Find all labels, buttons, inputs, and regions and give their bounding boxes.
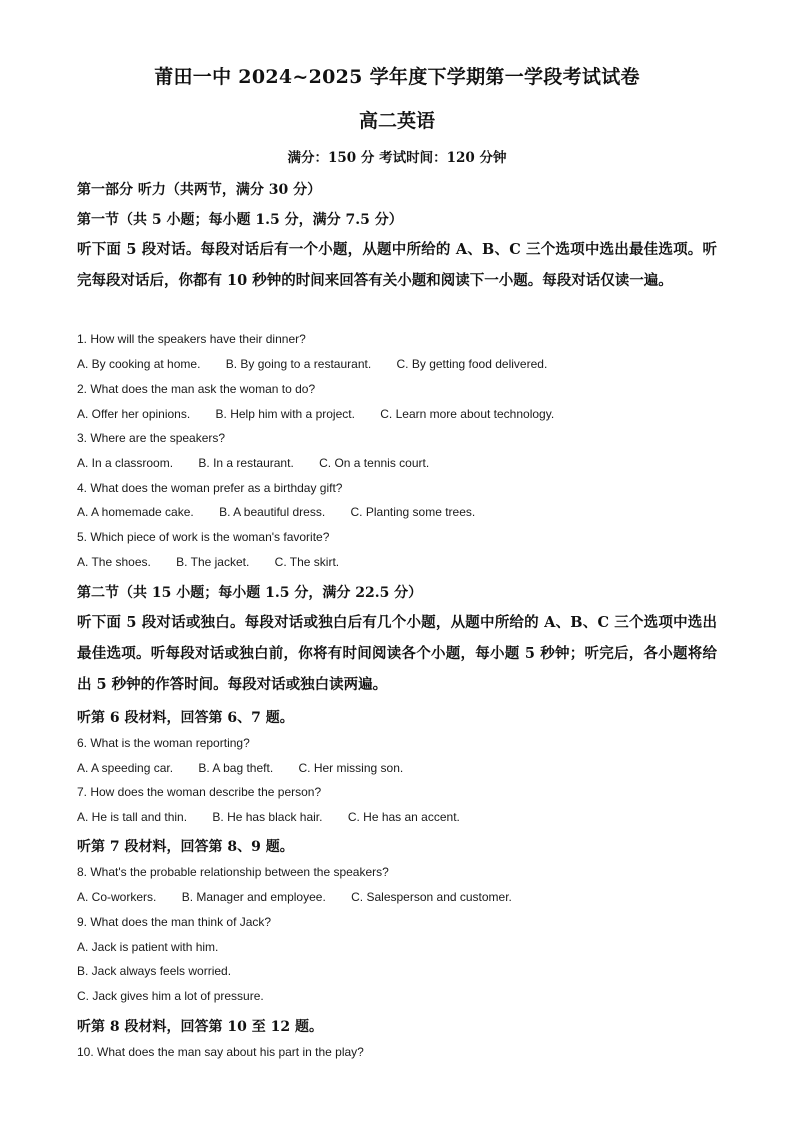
option-c: C. Her missing son. (298, 761, 404, 775)
option-a: A. In a classroom. (77, 456, 174, 470)
option-c: C. Jack gives him a lot of pressure. (77, 989, 264, 1003)
option-c: C. Salesperson and customer. (351, 890, 512, 904)
option-b: B. He has black hair. (212, 810, 323, 824)
option-b: B. Help him with a project. (215, 407, 355, 421)
question-7: 7. How does the woman describe the person? (77, 785, 322, 799)
option-b: B. By going to a restaurant. (225, 357, 372, 371)
option-c: C. By getting food delivered. (396, 357, 548, 371)
options-7 (77, 810, 482, 824)
question-3: 3. Where are the speakers? (77, 431, 226, 445)
question-2: 2. What does the man ask the woman to do? (77, 382, 316, 396)
subject-title: 高二英语 (358, 110, 435, 132)
question-4: 4. What does the woman prefer as a birthday gift? (77, 481, 343, 495)
section2-instructions: 听下面 5 段对话或独白。每段对话或独白后有几个小题，从题中所给的 A、B、C 三个选项中选出最佳选项。听每段对话或独白前，你将有时间阅读各个小题，每小题 5 秒钟；听完后，各小题将给出 5 秒钟的作答时间。每段对话或独白读两遍。 (77, 614, 717, 693)
material-heading-6: 听第 6 段材料，回答第 6、7 题。 (77, 710, 294, 726)
options-2 (77, 407, 576, 421)
option-b: B. A bag theft. (198, 761, 274, 775)
option-a: A. Offer her opinions. (77, 407, 191, 421)
material-heading-8: 听第 8 段材料，回答第 10 至 12 题。 (77, 1019, 323, 1035)
option-b: B. The jacket. (176, 555, 250, 569)
option-a: A. The shoes. (77, 555, 151, 569)
option-a: A. A speeding car. (77, 761, 174, 775)
exam-title: 莆田一中 2024~2025 学年度下学期第一学段考试试卷 (154, 66, 640, 88)
question-5: 5. Which piece of work is the woman's favorite? (77, 530, 330, 544)
options-4 (77, 505, 497, 519)
option-a: A. Co-workers. (77, 890, 157, 904)
option-b: B. Manager and employee. (181, 890, 326, 904)
options-8 (77, 890, 534, 904)
options-3 (77, 456, 451, 470)
section2-heading: 第二节（共 15 小题；每小题 1.5 分，满分 22.5 分） (77, 585, 423, 601)
option-c: C. The skirt. (274, 555, 340, 569)
options-5 (77, 555, 361, 569)
material-heading-7: 听第 7 段材料，回答第 8、9 题。 (77, 839, 294, 855)
option-b: B. A beautiful dress. (219, 505, 326, 519)
option-a: A. By cooking at home. (77, 357, 201, 371)
option-a: A. He is tall and thin. (77, 810, 188, 824)
option-c: C. Planting some trees. (350, 505, 476, 519)
option-a: A. Jack is patient with him. (77, 940, 219, 954)
question-6: 6. What is the woman reporting? (77, 736, 250, 750)
option-b: B. In a restaurant. (198, 456, 294, 470)
exam-info: 满分：150 分 考试时间：120 分钟 (287, 150, 507, 166)
section1-heading: 第一节（共 5 小题；每小题 1.5 分，满分 7.5 分） (77, 212, 403, 228)
options-6 (77, 761, 425, 775)
option-c: C. He has an accent. (347, 810, 460, 824)
options-1 (77, 357, 569, 371)
option-b: B. Jack always feels worried. (77, 964, 232, 978)
option-a: A. A homemade cake. (77, 505, 194, 519)
section1-instructions: 听下面 5 段对话。每段对话后有一个小题，从题中所给的 A、B、C 三个选项中选出最佳选项。听完每段对话后，你都有 10 秒钟的时间来回答有关小题和阅读下一小题。每段对话仅读一遍。 (77, 241, 717, 289)
question-9: 9. What does the man think of Jack? (77, 915, 272, 929)
option-c: C. Learn more about technology. (380, 407, 555, 421)
question-10: 10. What does the man say about his part in the play? (77, 1045, 364, 1059)
question-1: 1. How will the speakers have their dinner? (77, 332, 306, 346)
question-8: 8. What's the probable relationship between the speakers? (77, 865, 389, 879)
part1-heading: 第一部分 听力（共两节，满分 30 分） (77, 182, 322, 198)
option-c: C. On a tennis court. (319, 456, 430, 470)
